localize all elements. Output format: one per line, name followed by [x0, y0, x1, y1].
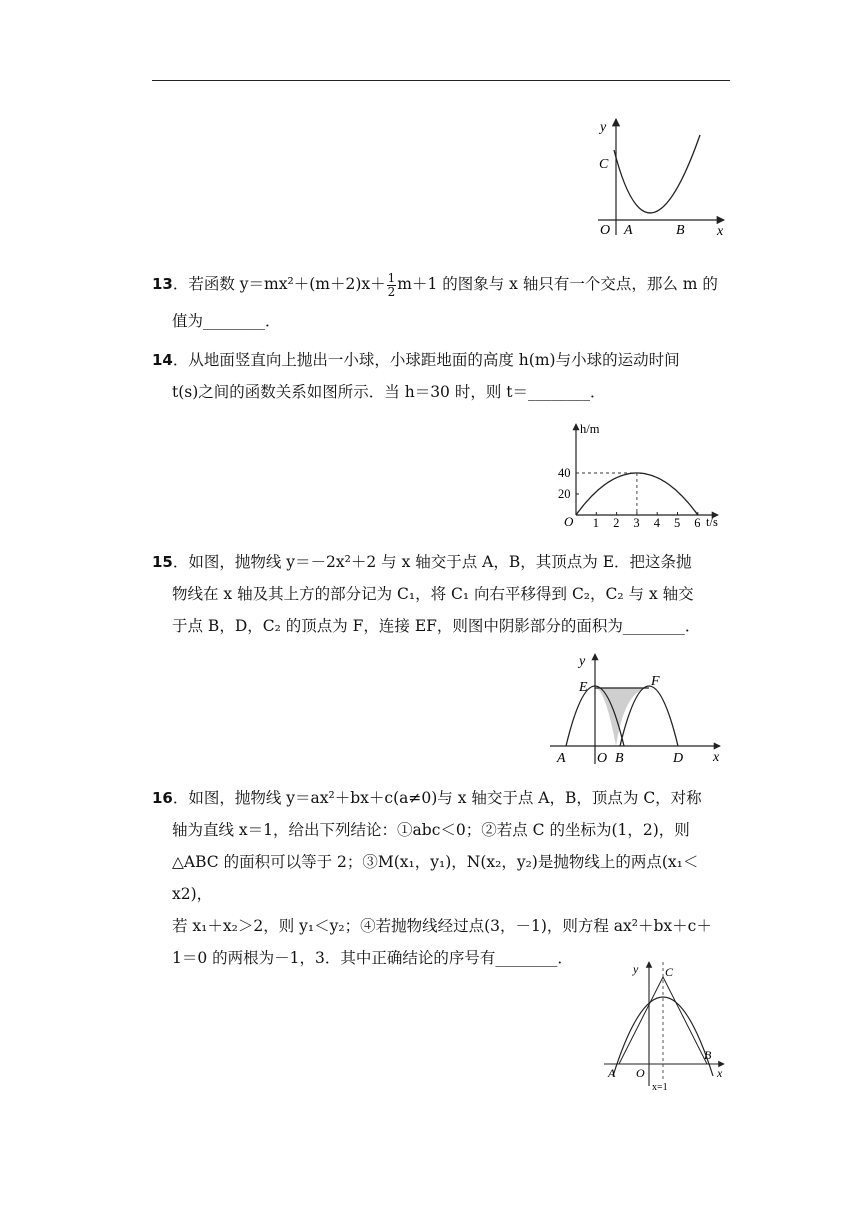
figure-parabola-abc — [590, 115, 730, 240]
parabola-curve — [614, 135, 700, 213]
question-number: 14 — [152, 351, 173, 369]
origin-label: O — [597, 751, 608, 766]
question-15 — [152, 546, 732, 642]
point-b-label: B — [676, 223, 685, 238]
y-label: y — [600, 120, 607, 135]
x-tick-label: 6 — [694, 516, 701, 530]
y-label: y — [579, 654, 586, 669]
origin-label: O — [600, 223, 611, 238]
question-16-line-1: ．如图，抛物线 y＝ax²＋bx＋c(a≠0)与 x 轴交于点 A，B，顶点为 C，对称 — [172, 789, 702, 807]
point-a-label: A — [624, 223, 633, 238]
question-16-line-5: 1＝0 的两根为－1，3．其中正确结论的序号有________． — [172, 949, 573, 967]
triangle-abc — [619, 977, 707, 1064]
x-tick-label: 1 — [592, 516, 600, 530]
symmetry-axis-label: x=1 — [652, 1082, 668, 1093]
question-15-line-1: ．如图，抛物线 y＝－2x²＋2 与 x 轴交于点 A，B，其顶点为 E．把这条抛 — [172, 553, 692, 571]
point-f-label: F — [651, 674, 660, 689]
t-axis-label: t/s — [706, 515, 718, 529]
question-13-line-2: 值为________． — [172, 312, 281, 330]
point-d-label: D — [673, 751, 684, 766]
question-16-line-4: 若 x₁＋x₂＞2，则 y₁＜y₂；④若抛物线经过点(3，－1)，则方程 ax²＋bx＋c＋ — [172, 917, 712, 935]
y-tick-label: 20 — [558, 487, 571, 501]
top-rule — [152, 80, 730, 81]
question-15-line-3: 于点 B，D，C₂ 的顶点为 F，连接 EF，则图中阴影部分的面积为________． — [172, 617, 701, 635]
origin-label: O — [564, 514, 574, 529]
fraction-numerator: 1 — [387, 270, 396, 285]
question-14-line-1: ．从地面竖直向上抛出一小球，小球距地面的高度 h(m)与小球的运动时间 — [172, 351, 680, 369]
x-tick-label: 4 — [653, 516, 660, 530]
h-axis-label: h/m — [580, 422, 600, 436]
question-14-line-2: t(s)之间的函数关系如图所示．当 h＝30 时，则 t＝________． — [172, 383, 606, 401]
fraction-denominator: 2 — [387, 284, 396, 299]
y-label: y — [633, 962, 639, 976]
point-b-label: B — [704, 1048, 712, 1062]
x-label: x — [717, 1066, 723, 1080]
point-c-label: C — [665, 965, 674, 979]
point-e-label: E — [579, 680, 588, 695]
question-13-text-a: ．若函数 y＝mx²＋(m＋2)x＋ — [172, 275, 386, 293]
x-tick-label: 3 — [633, 516, 640, 530]
figure-shaded-parabolas — [545, 652, 730, 772]
x-tick-label: 5 — [674, 516, 681, 530]
question-15-line-2: 物线在 x 轴及其上方的部分记为 C₁，将 C₁ 向右平移得到 C₂，C₂ 与 x 轴交 — [172, 585, 694, 603]
origin-label: O — [636, 1066, 645, 1080]
question-number: 16 — [152, 789, 173, 807]
x-label: x — [713, 750, 720, 765]
question-14 — [152, 344, 732, 408]
x-label: x — [717, 224, 724, 239]
question-13 — [152, 268, 732, 337]
question-number: 15 — [152, 553, 173, 571]
y-tick-label: 40 — [558, 466, 571, 480]
figure-parabola-triangle — [600, 958, 730, 1093]
question-16-line-2: 轴为直线 x＝1，给出下列结论：①abc＜0；②若点 C 的坐标为(1，2)，则 — [172, 821, 690, 839]
x-tick-label: 2 — [613, 516, 620, 530]
question-13-text-b: m＋1 的图象与 x 轴只有一个交点，那么 m 的 — [397, 275, 718, 293]
question-16-line-3: △ABC 的面积可以等于 2；③M(x₁，y₁)，N(x₂，y₂)是抛物线上的两点(x₁＜x2)， — [172, 853, 699, 903]
point-b-label: B — [615, 751, 624, 766]
fraction-one-half — [387, 272, 397, 299]
point-a-label: A — [608, 1066, 616, 1080]
point-c-label: C — [599, 157, 609, 172]
question-number: 13 — [152, 275, 173, 293]
point-a-label: A — [557, 751, 566, 766]
height-time-chart — [548, 418, 733, 533]
question-16 — [152, 782, 732, 974]
